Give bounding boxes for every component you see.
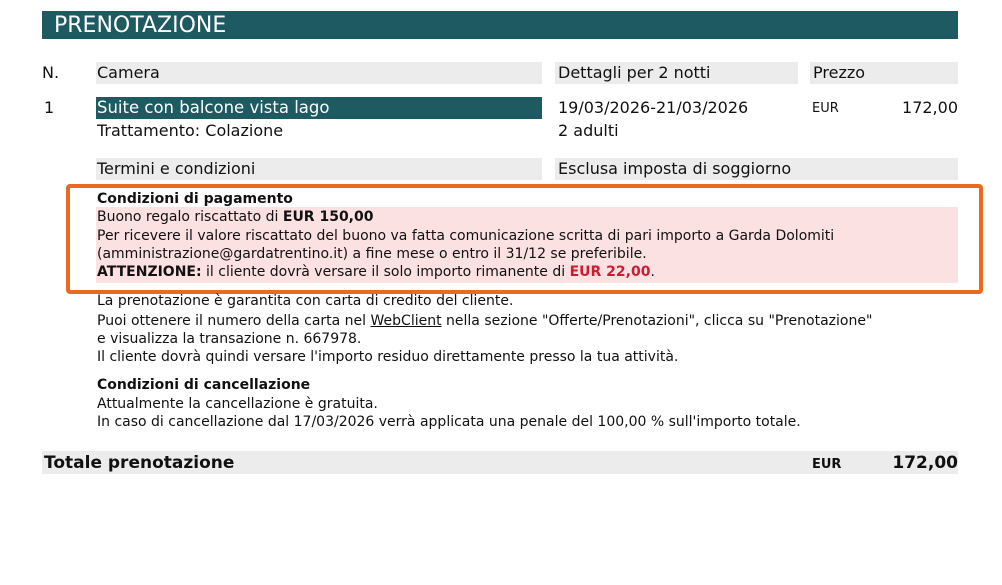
card-info-line2: e visualizza la transazione n. 667978. <box>97 331 362 347</box>
annotation-highlight-box <box>66 184 983 294</box>
attention-text: il cliente dovrà versare il solo importo rimanente di <box>201 264 570 280</box>
page-title: PRENOTAZIONE <box>42 11 958 39</box>
residual-payment-text: Il cliente dovrà quindi versare l'importo residuo direttamente presso la tua attività. <box>97 349 679 365</box>
card-prefix: Puoi ottenere il numero della carta nel <box>97 313 371 329</box>
total-currency: EUR <box>812 457 842 472</box>
price-currency: EUR <box>812 101 839 116</box>
payment-heading: Condizioni di pagamento <box>97 191 293 207</box>
col-header-n: N. <box>42 63 60 82</box>
voucher-notice-line1: Per ricevere il valore riscattato del buono va fatta comunicazione scritta di pari importo a Garda Dolomiti <box>97 228 835 244</box>
cancellation-line1: Attualmente la cancellazione è gratuita. <box>97 396 378 412</box>
voucher-notice-line2: (amministrazione@gardatrentino.it) a fine mese o entro il 31/12 se preferibile. <box>97 246 647 262</box>
guests: 2 adulti <box>558 121 619 140</box>
price-value: 172,00 <box>902 98 958 117</box>
cancellation-line2: In caso di cancellazione dal 17/03/2026 verrà applicata una penale del 100,00 % sull'importo totale. <box>97 414 801 430</box>
booking-index: 1 <box>44 98 55 117</box>
treatment: Trattamento: Colazione <box>97 121 284 140</box>
col-header-details: Dettagli per 2 notti <box>555 62 798 84</box>
total-label: Totale prenotazione <box>44 453 235 473</box>
attention-label: ATTENZIONE: <box>97 264 202 280</box>
voucher-prefix: Buono regalo riscattato di <box>97 209 283 225</box>
card-suffix: nella sezione "Offerte/Prenotazioni", clicca su "Prenotazione" <box>441 313 873 329</box>
remaining-amount: EUR 22,00 <box>569 264 651 280</box>
guarantee-text: La prenotazione è garantita con carta di credito del cliente. <box>97 293 514 309</box>
total-amount: 172,00 <box>892 453 958 473</box>
terms-label: Termini e condizioni <box>96 158 542 180</box>
stay-dates: 19/03/2026-21/03/2026 <box>558 98 749 117</box>
tax-note: Esclusa imposta di soggiorno <box>555 158 958 180</box>
cancellation-heading: Condizioni di cancellazione <box>97 377 311 393</box>
room-name: Suite con balcone vista lago <box>96 97 542 119</box>
card-info-line1 <box>97 312 872 330</box>
attention-end: . <box>650 264 655 280</box>
col-header-room: Camera <box>96 62 542 84</box>
col-header-price: Prezzo <box>810 62 958 84</box>
voucher-amount: EUR 150,00 <box>282 209 374 225</box>
webclient-link[interactable]: WebClient <box>370 313 442 329</box>
